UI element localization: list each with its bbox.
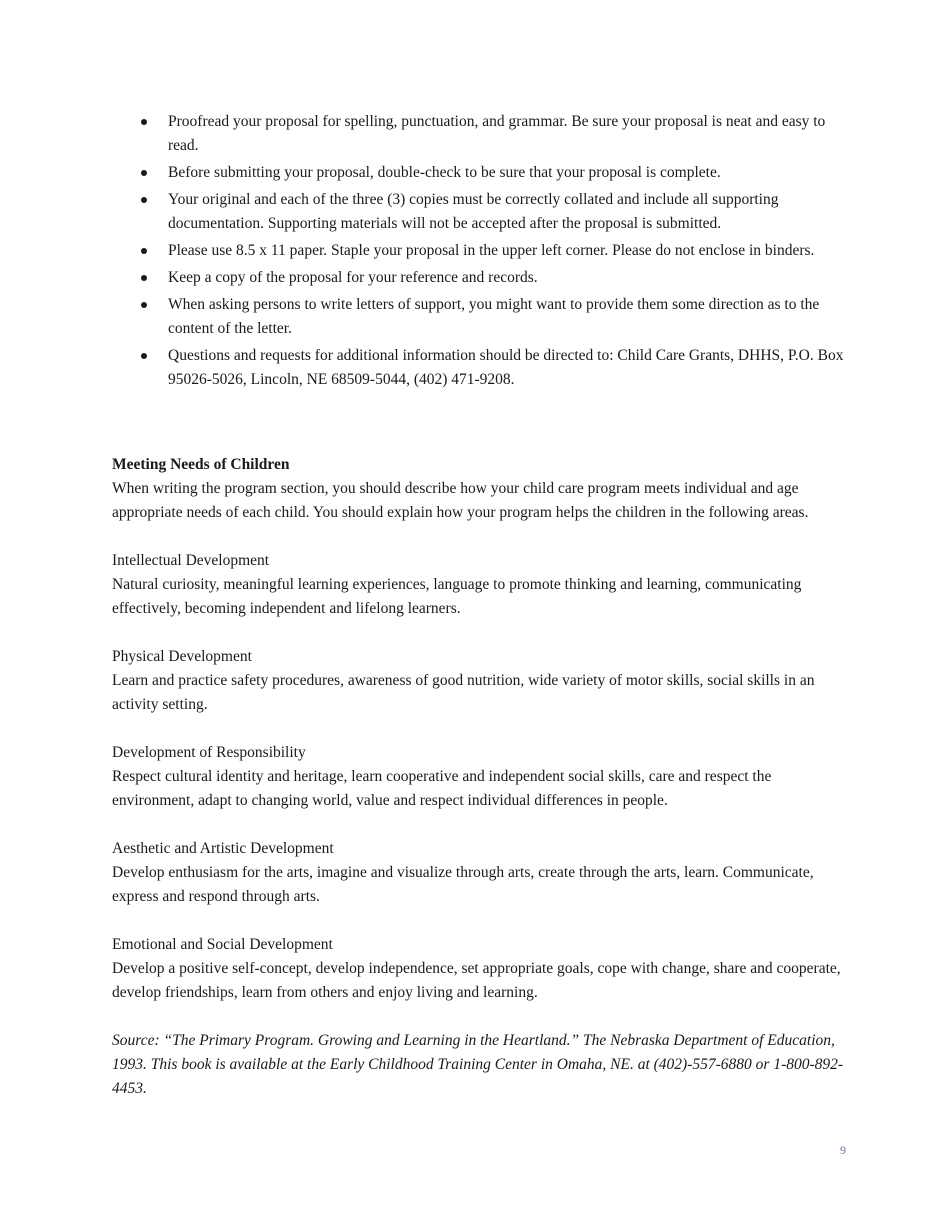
list-item-text: Proofread your proposal for spelling, punctuation, and grammar. Be sure your proposal is neat and easy to read. [168,113,826,154]
area-aesthetic [112,837,847,909]
bullet-icon [141,302,147,308]
area-text: Learn and practice safety procedures, awareness of good nutrition, wide variety of motor skills, social skills in an activity setting. [112,672,815,713]
area-intellectual [112,549,847,621]
list-item-text: Please use 8.5 x 11 paper. Staple your proposal in the upper left corner. Please do not enclose in binders. [168,242,815,259]
list-item [112,188,847,236]
list-item [112,110,847,158]
area-physical [112,645,847,717]
list-item [112,266,847,290]
section-intro: When writing the program section, you should describe how your child care program meets individual and age appropriate needs of each child. You should explain how your program helps the children in the following areas. [112,480,809,521]
list-item [112,239,847,263]
bullet-icon [141,248,147,254]
list-item-text: Before submitting your proposal, double-check to be sure that your proposal is complete. [168,164,721,181]
area-text: Respect cultural identity and heritage, learn cooperative and independent social skills, care and respect the environment, adapt to changing world, value and respect individual differences in people. [112,768,772,809]
list-item [112,293,847,341]
bullet-icon [141,197,147,203]
section-heading: Meeting Needs of Children [112,456,290,473]
list-item [112,344,847,392]
bullet-icon [141,353,147,359]
area-text: Natural curiosity, meaningful learning experiences, language to promote thinking and learning, communicating effectively, becoming independent and lifelong learners. [112,576,802,617]
meeting-needs-section [112,453,847,1101]
area-responsibility [112,741,847,813]
list-item-text: Keep a copy of the proposal for your reference and records. [168,269,538,286]
list-item-text: Your original and each of the three (3) copies must be correctly collated and include all supporting documentation. Supporting materials will not be accepted after the proposal is submitted. [168,191,779,232]
area-text: Develop enthusiasm for the arts, imagine and visualize through arts, create through the arts, learn. Communicate, express and respond through arts. [112,864,814,905]
bullet-icon [141,119,147,125]
area-text: Develop a positive self-concept, develop independence, set appropriate goals, cope with change, share and cooperate, develop friendships, learn from others and enjoy living and learning. [112,960,841,1001]
list-item-text: Questions and requests for additional information should be directed to: Child Care Grants, DHHS, P.O. Box 95026-5026, Lincoln, NE 68509-5044, (402) 471-9208. [168,347,844,388]
area-title: Intellectual Development [112,552,270,569]
bullet-icon [141,275,147,281]
page-number: 9 [840,1143,846,1157]
area-title: Aesthetic and Artistic Development [112,840,334,857]
area-emotional-social [112,933,847,1005]
list-item [112,161,847,185]
bullet-icon [141,170,147,176]
area-title: Development of Responsibility [112,744,306,761]
list-item-text: When asking persons to write letters of support, you might want to provide them some direction as to the content of the letter. [168,296,820,337]
checklist [112,110,847,395]
area-title: Emotional and Social Development [112,936,333,953]
area-title: Physical Development [112,648,252,665]
source-citation: Source: “The Primary Program. Growing and Learning in the Heartland.” The Nebraska Department of Education, 1993. This book is available at the Early Childhood Training Center in Omaha, NE. at (402)-557-6880 or 1-800-892-4453. [112,1032,844,1097]
